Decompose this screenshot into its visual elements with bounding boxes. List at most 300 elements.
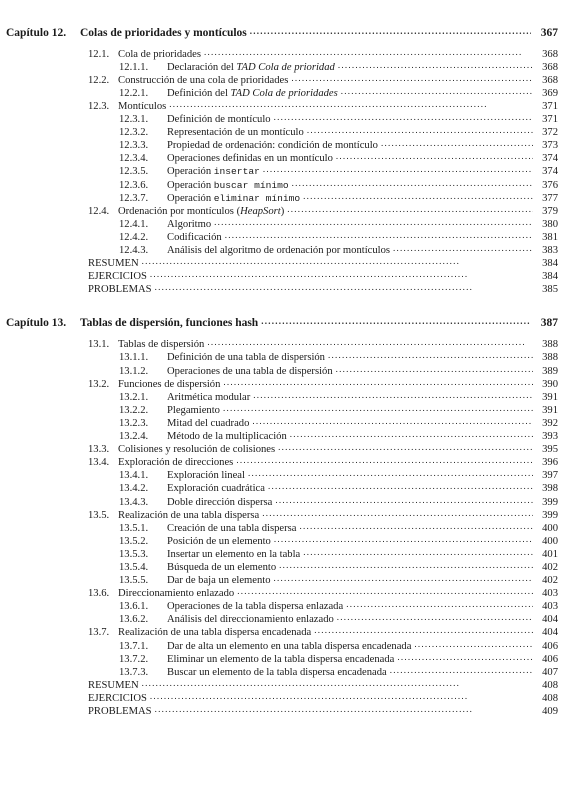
toc-section-entry[interactable]	[88, 72, 558, 86]
entry-title-text: Análisis del direccionamiento enlazado	[167, 614, 334, 626]
entry-title	[88, 258, 139, 269]
entry-title	[167, 366, 333, 377]
dot-leader	[214, 216, 533, 227]
page-number: 372	[542, 127, 558, 139]
toc-subsection-entry[interactable]	[119, 59, 558, 73]
dot-leader	[248, 468, 533, 479]
entry-title	[88, 271, 147, 282]
chapter-title: Colas de prioridades y montículos	[80, 26, 247, 39]
entry-title-text: Realización de una tabla dispersa	[118, 509, 260, 521]
entry-title	[167, 114, 271, 125]
page-number: 401	[542, 548, 558, 560]
toc-row	[0, 415, 572, 428]
dot-leader	[268, 481, 533, 492]
entry-title	[167, 62, 335, 73]
dot-leader	[262, 507, 533, 518]
page-number: 396	[542, 457, 558, 469]
toc-row	[0, 337, 572, 350]
entry-title-text: Método de la multiplicación	[167, 431, 287, 443]
dot-leader	[261, 315, 531, 327]
dot-leader	[252, 415, 533, 426]
toc-row	[0, 520, 572, 533]
page-number: 399	[542, 509, 558, 521]
chapter-title: Tablas de dispersión, funciones hash	[80, 317, 259, 330]
toc-backmatter-entry[interactable]	[88, 677, 558, 691]
entry-title	[88, 284, 152, 295]
toc-subsection-entry[interactable]	[119, 481, 558, 495]
entry-title-text: Eliminar un elemento de la tabla dispersa encadenada	[167, 653, 395, 665]
entry-title-text: Doble dirección dispersa	[167, 496, 273, 508]
toc-backmatter-entry[interactable]	[88, 269, 558, 283]
toc-section-entry[interactable]	[88, 203, 558, 217]
toc-row	[0, 533, 572, 546]
toc-subsection-entry[interactable]	[119, 468, 558, 482]
toc-section-entry[interactable]	[88, 376, 558, 390]
entry-title-text: Aritmética modular	[167, 391, 251, 403]
section-number: 13.5.2.	[119, 535, 149, 547]
dot-leader	[204, 46, 533, 57]
page-number: 389	[542, 365, 558, 377]
page-number: 406	[542, 640, 558, 652]
entry-title	[167, 523, 296, 534]
section-number: 13.2.	[88, 378, 110, 390]
toc-row	[0, 376, 572, 389]
section-number: 12.3.7.	[119, 192, 149, 204]
toc-subsection-entry[interactable]	[119, 599, 558, 613]
page-number: 404	[542, 627, 558, 639]
page-number: 409	[542, 706, 558, 717]
entry-title-text: Dar de alta un elemento en una tabla dispersa encadenada	[167, 640, 412, 652]
page-number: 403	[542, 601, 558, 613]
entry-title-text: PROBLEMAS	[88, 706, 152, 717]
toc-subsection-entry[interactable]	[119, 664, 558, 678]
chapter-block	[0, 307, 572, 717]
entry-title	[88, 693, 147, 704]
dot-leader	[223, 376, 533, 387]
section-number: 13.6.	[88, 588, 110, 600]
page-number: 402	[542, 575, 558, 587]
toc-subsection-entry[interactable]	[119, 177, 558, 191]
toc-section-entry[interactable]	[88, 507, 558, 521]
entry-title-text: Exploración de direcciones	[118, 457, 234, 469]
dot-leader	[150, 269, 533, 280]
toc-subsection-entry[interactable]	[119, 389, 558, 403]
entry-title-italic: HeapSort	[240, 205, 281, 217]
section-number: 12.1.	[88, 48, 110, 60]
toc-row	[0, 572, 572, 585]
toc-subsection-entry[interactable]	[119, 138, 558, 152]
toc-section-entry[interactable]	[88, 586, 558, 600]
entry-title-text: Declaración del	[167, 61, 237, 73]
section-number: 13.7.1.	[119, 640, 149, 652]
entry-title-text: Funciones de dispersión	[118, 378, 221, 390]
toc-row	[0, 177, 572, 190]
entry-title-text: Montículos	[118, 100, 167, 112]
toc-row	[0, 46, 572, 59]
entry-title	[88, 706, 152, 717]
entry-title-text: Construcción de una cola de prioridades	[118, 74, 289, 86]
entry-title-text: Creación de una tabla dispersa	[167, 522, 297, 534]
dot-leader	[237, 586, 533, 597]
section-number: 12.4.1.	[119, 218, 149, 230]
dot-leader	[314, 625, 533, 636]
page-number: 402	[542, 561, 558, 573]
toc-subsection-entry[interactable]	[119, 363, 558, 377]
entry-title-text: Direccionamiento enlazado	[118, 588, 235, 600]
toc-subsection-entry[interactable]	[119, 428, 558, 442]
dot-leader	[291, 72, 533, 83]
page-number: 398	[542, 483, 558, 495]
entry-title	[167, 140, 378, 151]
chapter-gap	[0, 295, 572, 307]
toc-backmatter-entry[interactable]	[88, 282, 558, 296]
toc-section-entry[interactable]	[88, 98, 558, 112]
entry-title	[118, 75, 288, 86]
toc-row	[0, 428, 572, 441]
entry-title-text: Operación	[167, 166, 214, 178]
toc-backmatter-entry[interactable]	[88, 690, 558, 704]
toc-row	[0, 256, 572, 269]
dot-leader	[336, 151, 533, 162]
toc-row	[0, 59, 572, 72]
page-number: 399	[542, 496, 558, 508]
entry-title-italic: TAD Cola de prioridad	[236, 61, 335, 73]
entry-title-italic: TAD Cola de prioridades	[230, 87, 338, 99]
page-number: 371	[542, 100, 558, 112]
page-number: 373	[542, 140, 558, 152]
entry-title-text: Operación	[167, 192, 214, 204]
toc-row	[0, 229, 572, 242]
dot-leader	[274, 572, 533, 583]
entry-title-text: Definición del	[167, 87, 231, 99]
toc-subsection-entry[interactable]	[119, 190, 558, 204]
entry-title-text: Definición de montículo	[167, 114, 271, 126]
entry-title-text: Búsqueda de un elemento	[167, 561, 277, 573]
page-number: 369	[542, 87, 558, 99]
page-number: 376	[542, 179, 558, 191]
entry-title-code: buscar mínimo	[213, 179, 289, 191]
toc-row	[0, 677, 572, 690]
page-number: 392	[542, 417, 558, 429]
chapter-heading-line[interactable]	[6, 24, 558, 39]
toc-subsection-entry[interactable]	[119, 415, 558, 429]
entry-title-text: Tablas de dispersión	[118, 339, 205, 351]
toc-row	[0, 481, 572, 494]
entry-title	[167, 352, 325, 363]
toc-row	[0, 389, 572, 402]
section-number: 13.6.2.	[119, 614, 149, 626]
page-number: 408	[542, 679, 558, 691]
dot-leader	[292, 177, 533, 188]
toc-row	[0, 242, 572, 255]
page-number: 384	[542, 258, 558, 270]
dot-leader	[250, 24, 531, 36]
section-number: 13.2.2.	[119, 404, 149, 416]
chapter-heading	[0, 16, 572, 40]
dot-leader	[169, 98, 533, 109]
dot-leader	[274, 111, 533, 122]
entry-title-text: Representación de un montículo	[167, 127, 304, 139]
entry-title	[167, 219, 211, 230]
toc-row	[0, 599, 572, 612]
page-number: 383	[542, 245, 558, 256]
dot-leader	[278, 442, 533, 453]
page-number: 403	[542, 588, 558, 600]
entry-title-text: Plegamiento	[167, 404, 220, 416]
dot-leader	[341, 85, 533, 96]
top-margin	[0, 0, 572, 16]
section-number: 12.2.1.	[119, 87, 149, 99]
entry-title	[167, 641, 411, 652]
toc-subsection-entry[interactable]	[119, 638, 558, 652]
toc-subsection-entry[interactable]	[119, 111, 558, 125]
section-number: 12.3.2.	[119, 127, 149, 139]
dot-leader	[290, 428, 533, 439]
dot-leader	[337, 612, 533, 623]
toc-row	[0, 468, 572, 481]
toc-row	[0, 363, 572, 376]
toc-subsection-entry[interactable]	[119, 216, 558, 230]
toc-subsection-entry[interactable]	[119, 546, 558, 560]
section-number: 12.4.3.	[119, 245, 149, 256]
section-number: 12.3.1.	[119, 114, 149, 126]
dot-leader	[346, 599, 533, 610]
toc-subsection-entry[interactable]	[119, 151, 558, 165]
entry-title	[167, 483, 265, 494]
toc-row	[0, 138, 572, 151]
entry-title-text: Exploración lineal	[167, 470, 245, 482]
entry-title-code: eliminar mínimo	[213, 192, 301, 204]
entry-title-text: RESUMEN	[88, 679, 139, 691]
dot-leader	[150, 690, 533, 701]
dot-leader	[390, 664, 533, 675]
dot-leader	[279, 559, 533, 570]
section-number: 13.7.2.	[119, 653, 149, 665]
page-number: 406	[542, 653, 558, 665]
entry-title-text: Exploración cuadrática	[167, 483, 265, 495]
dot-leader	[253, 389, 533, 400]
page-number: 374	[542, 153, 558, 165]
entry-title	[167, 654, 394, 665]
page-number: 395	[542, 444, 558, 456]
section-number: 12.3.6.	[119, 179, 149, 191]
toc-row	[0, 559, 572, 572]
toc-row	[0, 72, 572, 85]
page-number: 377	[542, 192, 558, 204]
section-number: 12.4.	[88, 205, 110, 217]
entry-title	[118, 101, 166, 112]
toc-row	[0, 494, 572, 507]
entry-title	[167, 549, 300, 560]
entry-title	[167, 232, 222, 243]
page-number: 390	[542, 378, 558, 390]
page-number: 380	[542, 218, 558, 230]
section-number: 13.5.5.	[119, 575, 149, 587]
entry-title-text: Operaciones definidas en un montículo	[167, 153, 333, 165]
page-number: 391	[542, 404, 558, 416]
chapter-label: Capítulo 12.	[6, 26, 67, 39]
entry-title-suffix: )	[280, 205, 285, 217]
entry-title	[167, 166, 260, 177]
dot-leader	[303, 190, 533, 201]
section-number: 13.2.3.	[119, 417, 149, 429]
page-number: 400	[542, 522, 558, 534]
entry-title	[167, 245, 390, 256]
entry-title	[167, 153, 333, 164]
section-number: 12.3.	[88, 100, 110, 112]
dot-leader	[142, 256, 533, 267]
toc-row	[0, 203, 572, 216]
entry-title-code: insertar	[213, 166, 260, 178]
toc-backmatter-entry[interactable]	[88, 256, 558, 270]
entry-title	[118, 379, 220, 390]
entry-title	[167, 667, 387, 678]
toc-subsection-entry[interactable]	[119, 350, 558, 364]
toc-subsection-entry[interactable]	[119, 559, 558, 573]
entry-title-text: Codificación	[167, 231, 222, 243]
dot-leader	[142, 677, 533, 688]
dot-leader	[393, 242, 533, 253]
page-number: 371	[542, 114, 558, 126]
dot-leader	[275, 494, 533, 505]
toc-subsection-entry[interactable]	[119, 164, 558, 178]
toc-subsection-entry[interactable]	[119, 402, 558, 416]
section-number: 13.7.	[88, 627, 110, 639]
entry-title-text: Colisiones y resolución de colisiones	[118, 444, 276, 456]
toc-subsection-entry[interactable]	[119, 612, 558, 626]
section-number: 13.5.	[88, 509, 110, 521]
chapter-heading-line[interactable]	[6, 315, 558, 330]
toc-subsection-entry[interactable]	[119, 125, 558, 139]
chapter-page-number: 387	[540, 317, 558, 330]
toc-row	[0, 703, 572, 716]
entry-title-text: Propiedad de ordenación: condición de montículo	[167, 140, 378, 152]
toc-subsection-entry[interactable]	[119, 494, 558, 508]
toc-section-entry[interactable]	[88, 337, 558, 351]
toc-subsection-entry[interactable]	[119, 520, 558, 534]
toc-row	[0, 216, 572, 229]
entry-title	[118, 444, 275, 455]
dot-leader	[414, 638, 533, 649]
section-number: 13.4.3.	[119, 496, 149, 508]
entry-title	[167, 88, 338, 99]
entry-title	[167, 193, 300, 204]
toc-subsection-entry[interactable]	[119, 651, 558, 665]
dot-leader	[338, 59, 533, 70]
section-number: 13.2.4.	[119, 431, 149, 443]
page-number: 381	[542, 231, 558, 243]
entry-title-text: Ordenación por montículos (	[118, 205, 241, 217]
section-number: 12.4.2.	[119, 231, 149, 243]
toc-subsection-entry[interactable]	[119, 229, 558, 243]
section-number: 13.5.4.	[119, 561, 149, 573]
entry-title	[118, 339, 204, 350]
entry-title	[88, 680, 139, 691]
entry-title-text: Buscar un elemento de la tabla dispersa encadenada	[167, 666, 387, 678]
section-number: 13.4.1.	[119, 470, 149, 482]
section-number: 13.4.	[88, 457, 110, 469]
entry-title-text: Definición de una tabla de dispersión	[167, 352, 325, 364]
toc-row	[0, 269, 572, 282]
entry-title-text: Operaciones de la tabla dispersa enlazada	[167, 601, 344, 613]
chapter-label: Capítulo 13.	[6, 317, 67, 330]
section-number: 13.3.	[88, 444, 110, 456]
dot-leader	[397, 651, 533, 662]
page-number: 388	[542, 339, 558, 351]
toc-row	[0, 546, 572, 559]
dot-leader	[223, 402, 533, 413]
dot-leader	[299, 520, 533, 531]
section-number: 13.4.2.	[119, 483, 149, 495]
toc-subsection-entry[interactable]	[119, 85, 558, 99]
toc-row	[0, 638, 572, 651]
toc-row	[0, 612, 572, 625]
page-number: 368	[542, 61, 558, 73]
toc-section-entry[interactable]	[88, 442, 558, 456]
toc-row	[0, 98, 572, 111]
dot-leader	[287, 203, 533, 214]
page-number: 388	[542, 352, 558, 364]
toc-row	[0, 190, 572, 203]
entry-title-text: Cola de prioridades	[118, 48, 201, 60]
entry-title-text: Mitad del cuadrado	[167, 417, 250, 429]
toc-row	[0, 164, 572, 177]
toc-section-entry[interactable]	[88, 625, 558, 639]
section-number: 13.1.1.	[119, 352, 149, 364]
toc-section-entry[interactable]	[88, 455, 558, 469]
toc-section-entry[interactable]	[88, 46, 558, 60]
page-number: 408	[542, 692, 558, 704]
page-number: 368	[542, 48, 558, 60]
section-number: 12.3.3.	[119, 140, 149, 152]
entry-title-text: Posición de un elemento	[167, 535, 271, 547]
entry-title-text: Realización de una tabla dispersa encadenada	[118, 627, 312, 639]
toc-subsection-entry[interactable]	[119, 572, 558, 586]
toc-row	[0, 442, 572, 455]
section-number: 13.2.1.	[119, 391, 149, 403]
entry-title	[167, 418, 249, 429]
dot-leader	[225, 229, 533, 240]
entry-title-text: PROBLEMAS	[88, 284, 152, 296]
dot-leader	[155, 282, 533, 293]
toc-row	[0, 402, 572, 415]
page-number: 368	[542, 74, 558, 86]
dot-leader	[263, 164, 533, 175]
entry-title	[167, 562, 276, 573]
section-number: 13.1.	[88, 339, 110, 351]
toc-subsection-entry[interactable]	[119, 242, 558, 256]
entry-title-text: Operaciones de una tabla de dispersión	[167, 365, 333, 377]
toc-row	[0, 664, 572, 677]
entry-title	[167, 614, 334, 625]
toc-backmatter-entry[interactable]	[88, 703, 558, 717]
dot-leader	[336, 363, 533, 374]
entry-title-text: Algoritmo	[167, 218, 212, 230]
section-number: 12.1.1.	[119, 61, 149, 73]
chapter-block	[0, 16, 572, 295]
toc-row	[0, 111, 572, 124]
dot-leader	[307, 125, 533, 136]
entry-title	[118, 49, 201, 60]
toc-subsection-entry[interactable]	[119, 533, 558, 547]
entry-title	[167, 497, 272, 508]
toc-row	[0, 625, 572, 638]
entry-title-text: RESUMEN	[88, 258, 139, 270]
entry-title	[167, 470, 245, 481]
dot-leader	[328, 350, 533, 361]
page-number: 379	[542, 205, 558, 217]
entry-title-text: Dar de baja un elemento	[167, 575, 271, 587]
